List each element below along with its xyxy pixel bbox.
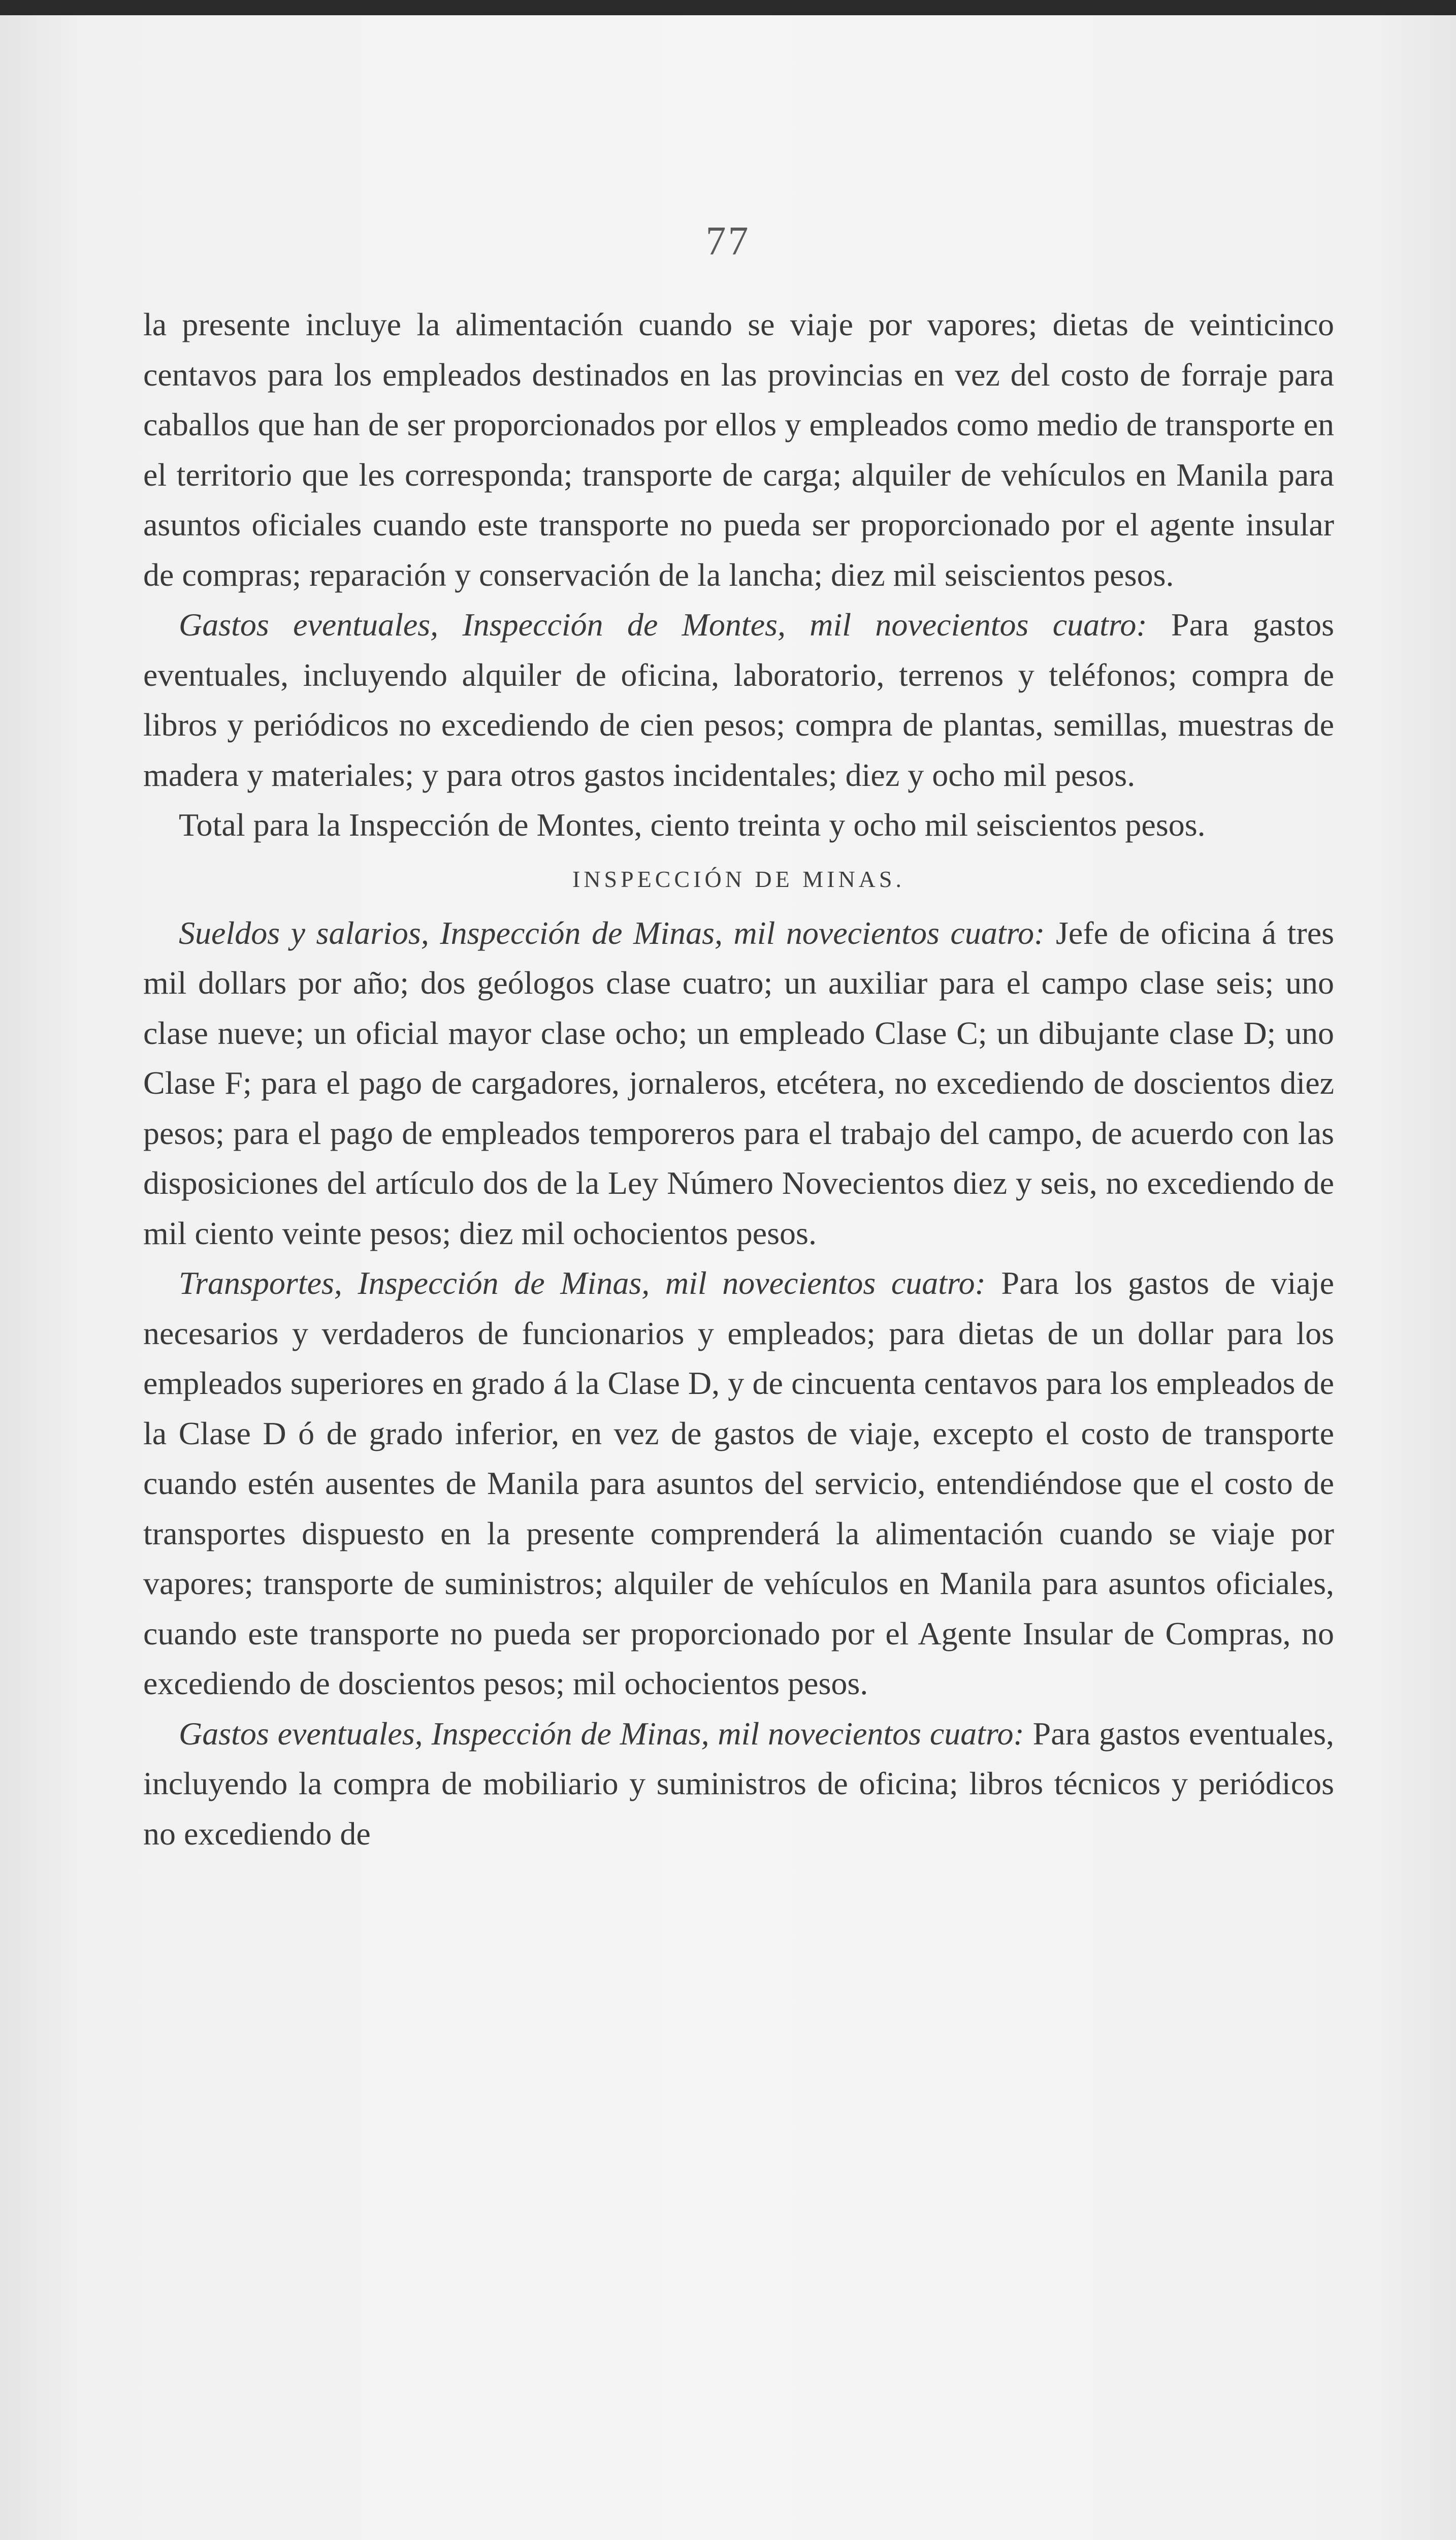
paragraph-text: la presente incluye la alimentación cuando se viaje por vapores; dietas de veinticinco centavos para los empleados destinados en las provincias en vez del costo de forraje para caballos que han de ser proporcionados por ellos y empleados como medio de transporte en el territorio que les corresponda; transporte de carga; alquiler de vehículos en Manila para asuntos oficiales cuando este transporte no pueda ser proporcionado por el agente insular de compras; reparación y conservación de la lancha; diez mil seiscientos pesos. bbox=[143, 306, 1334, 593]
paragraph-total-montes bbox=[143, 800, 1334, 850]
paragraph-sueldos-minas bbox=[143, 908, 1334, 1259]
paragraph-text: Total para la Inspección de Montes, ciento treinta y ocho mil seiscientos pesos. bbox=[179, 807, 1206, 843]
section-heading: INSPECCIÓN DE MINAS. bbox=[572, 866, 905, 892]
page-number: 77 bbox=[705, 219, 751, 264]
paragraph-text: Para gastos eventuales, incluyendo la compra de mobiliario y suministros de oficina; libros técnicos y periódicos no excediendo de bbox=[143, 1715, 1335, 1852]
paragraph-lead: Gastos eventuales, Inspección de Montes, mil novecientos cuatro: bbox=[179, 607, 1147, 643]
paragraph-text: Jefe de oficina á tres mil dollars por año; dos geólogos clase cuatro; un auxiliar para el campo clase seis; uno clase nueve; un oficial mayor clase ocho; un empleado Clase C; un dibujante clase D; uno Clase F; para el pago de cargadores, jornaleros, etcétera, no excediendo de doscientos diez pesos; para el pago de empleados temporeros para el trabajo del campo, de acuerdo con las disposiciones del artículo dos de la Ley Número Novecientos diez y seis, no excediendo de mil ciento veinte pesos; diez mil ochocientos pesos. bbox=[143, 914, 1335, 1251]
paragraph-text: Para gastos eventuales, incluyendo alquiler de oficina, laboratorio, terrenos y teléfonos; compra de libros y periódicos no excediendo de cien pesos; compra de plantas, semillas, muestras de madera y materiales; y para otros gastos incidentales; diez y ocho mil pesos. bbox=[143, 607, 1335, 793]
paragraph-transportes-minas bbox=[143, 1258, 1334, 1709]
paragraph-gastos-minas bbox=[143, 1709, 1334, 1859]
paragraph-text: Para los gastos de viaje necesarios y verdaderos de funcionarios y empleados; para dietas de un dollar para los empleados superiores en grado á la Clase D, y de cincuenta centavos para los empleados de la Clase D ó de grado inferior, en vez de gastos de viaje, excepto el costo de transporte cuando estén ausentes de Manila para asuntos del servicio, entendiéndose que el costo de transportes dispuesto en la presente comprenderá la alimentación cuando se viaje por vapores; transporte de suministros; alquiler de vehículos en Manila para asuntos oficiales, cuando este transporte no pueda ser proporcionado por el Agente Insular de Compras, no excediendo de doscientos pesos; mil ochocientos pesos. bbox=[143, 1265, 1335, 1701]
paragraph-continuation bbox=[143, 300, 1334, 600]
document-page bbox=[0, 15, 1456, 2540]
paragraph-lead: Gastos eventuales, Inspección de Minas, mil novecientos cuatro: bbox=[179, 1715, 1024, 1752]
paragraph-lead: Transportes, Inspección de Minas, mil novecientos cuatro: bbox=[179, 1265, 986, 1301]
paragraph-gastos-montes bbox=[143, 600, 1334, 800]
paragraph-lead: Sueldos y salarios, Inspección de Minas, mil novecientos cuatro: bbox=[179, 914, 1045, 951]
body-text bbox=[143, 300, 1334, 1859]
